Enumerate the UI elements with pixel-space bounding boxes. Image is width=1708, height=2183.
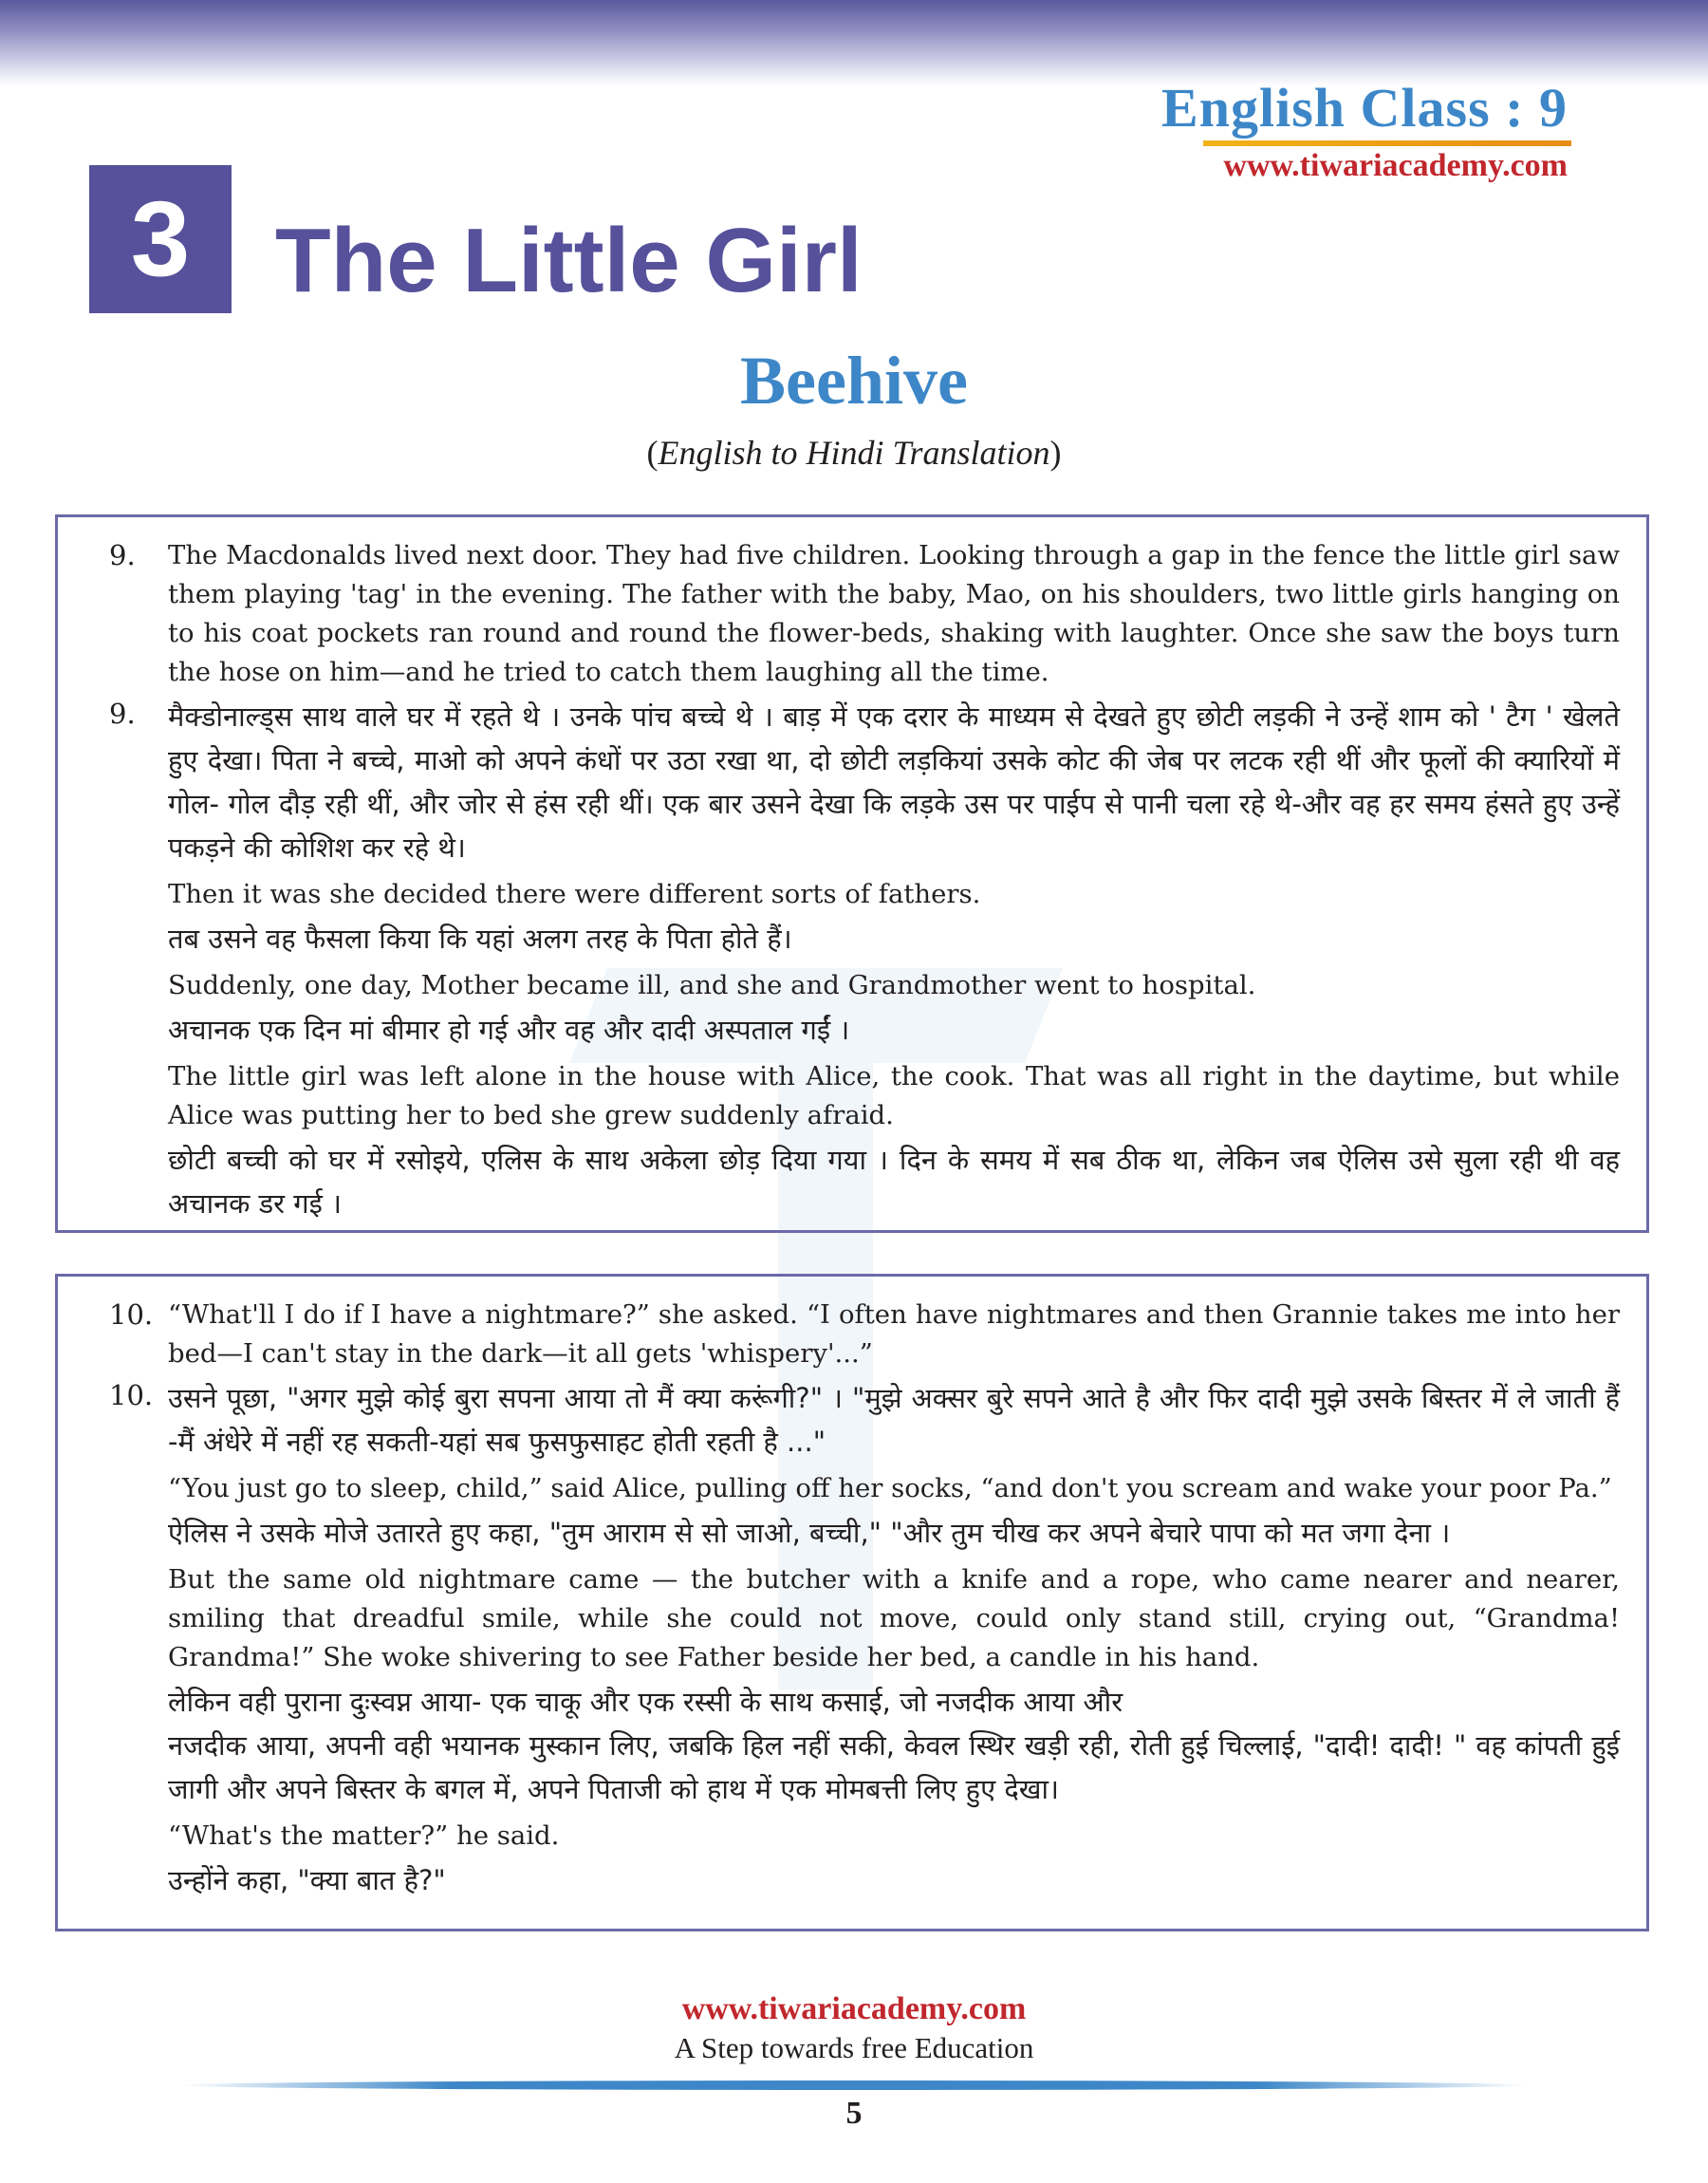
footer-tagline: A Step towards free Education bbox=[674, 2031, 1034, 2064]
english-text: Suddenly, one day, Mother became ill, and she and Grandmother went to hospital. bbox=[168, 970, 1256, 1000]
hindi-text: मैक्डोनाल्ड्स साथ वाले घर में रहते थे । उनके पांच बच्चे थे । बाड़ में एक दरार के माध्यम से देखते हुए छोटी लड़की ने उन्हें शाम को ' टैग ' खेलते हुए देखा। पिता ने बच्चे, माओ को अपने कंधों पर उठा रखा था, दो छोटी लड़कियां उसके कोट की जेब पर लटक रही थीं और फूलों की क्यारियों में गोल- गोल दौड़ रही थीं, और जोर से हंस रही थीं। एक बार उसने देखा कि लड़के उस पर पाईप से पानी चला रहे थे-और वह हर समय हंसते हुए उन्हें पकड़ने की कोशिश कर रहे थे। bbox=[168, 700, 1621, 864]
paragraph-number: 10. bbox=[109, 1298, 154, 1331]
hindi-text: तब उसने वह फैसला किया कि यहां अलग तरह के पिता होते हैं। bbox=[168, 923, 792, 955]
english-text: Then it was she decided there were different sorts of fathers. bbox=[168, 879, 981, 909]
paragraph-number: 9. bbox=[109, 539, 136, 571]
hindi-text: उन्होंने कहा, "क्या बात है?" bbox=[168, 1864, 446, 1896]
footer-url[interactable]: www.tiwariacademy.com bbox=[681, 1991, 1027, 2026]
subtitle-open-paren: ( bbox=[646, 434, 659, 472]
paragraph-number: 9. bbox=[109, 698, 136, 730]
chapter-number-box bbox=[89, 165, 232, 313]
subtitle bbox=[0, 433, 1708, 473]
english-text: The little girl was left alone in the house with Alice, the cook. That was all right in the daytime, but while Alice was putting her to bed she grew suddenly afraid. bbox=[168, 1061, 1620, 1130]
paragraph-number: 10. bbox=[109, 1379, 154, 1411]
english-text: “You just go to sleep, child,” said Alice, pulling off her socks, “and don't you scream and wake your poor Pa.” bbox=[168, 1473, 1612, 1503]
paragraph-10-hindi bbox=[90, 1376, 1620, 1464]
hindi-text: ऐलिस ने उसके मोजे उतारते हुए कहा, "तुम आराम से सो जाओ, बच्ची," "और तुम चीख कर अपने बेचारे पापा को मत जगा देना । bbox=[168, 1517, 1451, 1549]
hindi-text: नजदीक आया, अपनी वही भयानक मुस्कान लिए, जबकि हिल नहीं सकी, केवल स्थिर खड़ी रही, रोती हुई चिल्लाई, "दादी! दादी! " वह कांपती हुई जागी और अपने बिस्तर के बगल में, अपने पिताजी को हाथ में एक मोमबत्ती लिए हुए देखा। bbox=[168, 1729, 1620, 1805]
hindi-text: छोटी बच्ची को घर में रसोइये, एलिस के साथ अकेला छोड़ दिया गया । दिन के समय में सब ठीक था, लेकिन जब ऐलिस उसे सुला रही थी वह अचानक डर गई । bbox=[168, 1144, 1620, 1220]
paragraph-9-english bbox=[90, 536, 1620, 692]
paragraph-10-english bbox=[90, 1296, 1620, 1373]
top-gradient-band bbox=[0, 0, 1708, 85]
paragraph-9-hindi bbox=[90, 695, 1620, 869]
page-number: 5 bbox=[845, 2096, 863, 2131]
hindi-text: उसने पूछा, "अगर मुझे कोई बुरा सपना आया तो मैं क्या करूंगी?" । "मुझे अक्सर बुरे सपने आते है और फिर दादी मुझे उसके बिस्तर में ले जाती हैं -मैं अंधेरे में नहीं रह सकती-यहां सब फुसफुसाहट होती रहती है ..." bbox=[168, 1382, 1620, 1458]
english-text: But the same old nightmare came — the butcher with a knife and a rope, who came nearer and nearer, smiling that dreadful smile, while she could not move, could only stand still, crying out, “Grandma! Grandma!” She woke shivering to see Father beside her bed, a candle in his hand. bbox=[168, 1564, 1620, 1672]
subtitle-text: English to Hindi Translation bbox=[658, 434, 1050, 472]
english-text: The Macdonalds lived next door. They had five children. Looking through a gap in the fence the little girl saw them playing 'tag' in the evening. The father with the baby, Mao, on his shoulders, two little girls hanging on to his coat pockets ran round and round the flower-beds, shaking with laughter. Once she saw the boys turn the hose on him—and he tried to catch them laughing all the time. bbox=[168, 540, 1620, 687]
brand-title: English Class : 9 bbox=[1161, 77, 1568, 139]
translation-panel-1 bbox=[55, 514, 1649, 1233]
translation-panel-2 bbox=[55, 1274, 1649, 1931]
subtitle-close-paren: ) bbox=[1049, 434, 1062, 472]
footer-divider bbox=[180, 2080, 1528, 2090]
chapter-title: The Little Girl bbox=[275, 210, 863, 311]
brand-underline bbox=[1203, 140, 1571, 146]
hindi-text: लेकिन वही पुराना दुःस्वप्न आया- एक चाकू और एक रस्सी के साथ कसाई, जो नजदीक आया और bbox=[168, 1686, 1123, 1718]
brand-url[interactable]: www.tiwariacademy.com bbox=[1223, 148, 1568, 183]
chapter-number: 3 bbox=[130, 179, 191, 298]
subject-title: Beehive bbox=[740, 343, 968, 419]
english-text: “What'll I do if I have a nightmare?” she asked. “I often have nightmares and then Grannie takes me into her bed—I can't stay in the dark—it all gets 'whispery'...” bbox=[168, 1299, 1620, 1369]
hindi-text: अचानक एक दिन मां बीमार हो गई और वह और दादी अस्पताल गईं । bbox=[168, 1014, 850, 1046]
english-text: “What's the matter?” he said. bbox=[168, 1820, 560, 1851]
